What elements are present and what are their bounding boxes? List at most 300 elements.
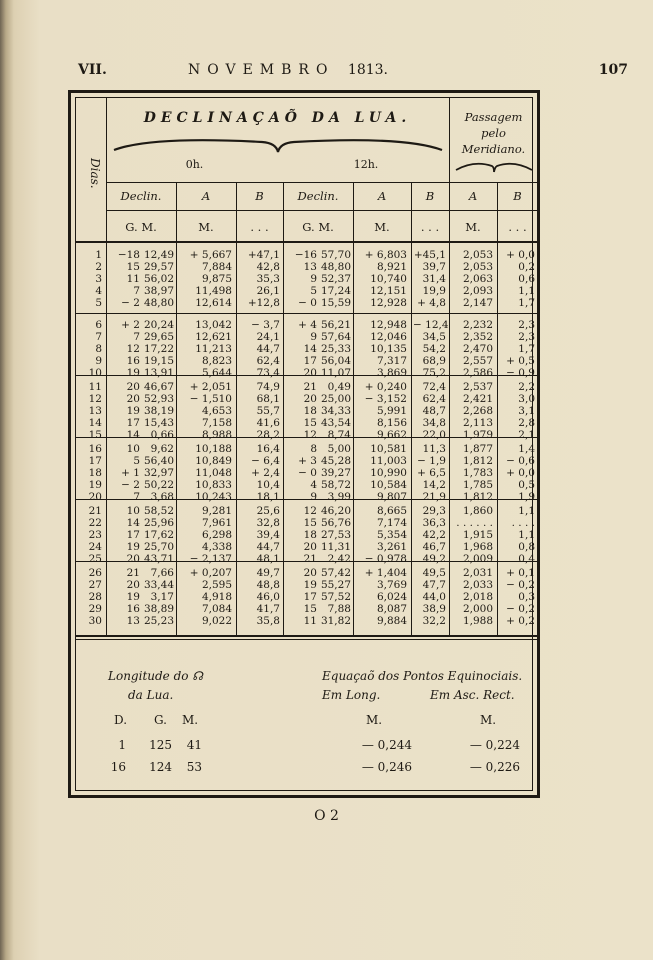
cell-decl12-min: 5,00: [327, 443, 351, 455]
table-row: [76, 467, 538, 479]
unit-gm-0h: G. M.: [125, 220, 157, 234]
cell-apass: 2,557: [462, 355, 493, 367]
divider: [76, 639, 538, 640]
table-row: [76, 355, 538, 367]
cell-bpass: 1,7: [518, 297, 535, 309]
cell-decl12-deg: 14: [303, 343, 317, 355]
cell-b0: 41,6: [256, 417, 280, 429]
cell-a12: − 3,152: [364, 393, 407, 405]
cell-apass: 2,352: [462, 331, 493, 343]
unit-dots-0h: . . .: [250, 220, 269, 234]
cell-b12: 32,2: [422, 615, 446, 627]
cell-a12: 7,174: [376, 517, 407, 529]
table-row: [76, 505, 538, 517]
table-title: DECLINAÇAÕ DA LUA.: [143, 110, 412, 126]
cell-day: 15: [88, 429, 102, 441]
cell-decl12-deg: 12: [303, 429, 317, 441]
cell-apass: 2,268: [462, 405, 493, 417]
cell-decl12-min: 27,53: [320, 529, 351, 541]
lower-g: 125: [149, 738, 172, 752]
cell-apass: 2,470: [462, 343, 493, 355]
table-row: [76, 381, 538, 393]
cell-day: 28: [88, 591, 102, 603]
cell-apass: 2,009: [462, 553, 493, 565]
cell-decl12-deg: 15: [303, 417, 317, 429]
table-row: [76, 541, 538, 553]
col-b-0h: B: [255, 189, 264, 203]
cell-bpass: 3,0: [518, 393, 535, 405]
cell-decl12-deg: 21: [303, 553, 317, 565]
cell-decl12-min: 3,99: [327, 491, 351, 503]
cell-decl0-min: 43,71: [143, 553, 174, 565]
cell-apass: 1,783: [462, 467, 493, 479]
cell-b12: 34,5: [422, 331, 446, 343]
lower-long: — 0,244: [361, 738, 412, 752]
cell-bpass: 0,8: [518, 541, 535, 553]
cell-apass: 1,915: [462, 529, 493, 541]
cell-day: 21: [88, 505, 102, 517]
cell-apass: 2,063: [462, 273, 493, 285]
hour-12-label: 12h.: [353, 158, 379, 171]
cell-decl0-min: 17,62: [143, 529, 174, 541]
col-a-12h: A: [377, 189, 387, 203]
cell-bpass: − 0,2: [506, 603, 535, 615]
cell-b12: 49,5: [422, 567, 446, 579]
cell-decl12-min: 11,07: [320, 367, 351, 379]
unit-m-12h: M.: [374, 220, 390, 234]
cell-decl0-deg: 7: [133, 285, 140, 297]
cell-b0: 18,1: [256, 491, 280, 503]
col-a-0h: A: [201, 189, 211, 203]
cell-b12: 68,9: [422, 355, 446, 367]
cell-decl0-deg: −18: [117, 249, 140, 261]
cell-day: 30: [88, 615, 102, 627]
cell-bpass: − 0,2: [506, 579, 535, 591]
cell-decl12-deg: 18: [303, 529, 317, 541]
cell-decl0-min: 56,40: [143, 455, 174, 467]
cell-day: 24: [88, 541, 102, 553]
cell-bpass: − 0,9: [506, 367, 535, 379]
cell-bpass: 0,3: [518, 591, 535, 603]
cell-b0: 10,4: [256, 479, 280, 491]
cell-decl12-min: 2,42: [327, 553, 351, 565]
running-head: [0, 62, 653, 82]
hour-0-label: 0h.: [185, 158, 204, 171]
cell-b0: 35,8: [256, 615, 280, 627]
cell-bpass: 2,8: [518, 417, 535, 429]
table-row: [76, 591, 538, 603]
cell-decl12-min: 34,33: [320, 405, 351, 417]
cell-a0: 10,243: [195, 491, 232, 503]
cell-decl0-min: 46,67: [143, 381, 174, 393]
cell-decl0-min: 25,23: [143, 615, 174, 627]
cell-bpass: 2,3: [518, 331, 535, 343]
lower-asc: — 0,224: [469, 738, 520, 752]
cell-b12: 46,7: [422, 541, 446, 553]
cell-a0: 12,614: [195, 297, 232, 309]
table-row: [76, 455, 538, 467]
cell-day: 10: [88, 367, 102, 379]
table-row: [76, 297, 538, 309]
cell-b12: 72,4: [422, 381, 446, 393]
cell-a12: 8,156: [376, 417, 407, 429]
cell-a12: + 1,404: [364, 567, 407, 579]
cell-decl12-deg: 20: [303, 567, 317, 579]
table-row: [76, 615, 538, 627]
cell-day: 13: [88, 405, 102, 417]
cell-decl12-deg: 18: [303, 405, 317, 417]
cell-decl12-deg: 5: [310, 285, 317, 297]
divider: [76, 241, 538, 243]
cell-b0: 62,4: [256, 355, 280, 367]
table-row: [76, 567, 538, 579]
cell-a0: 5,644: [201, 367, 232, 379]
cell-decl12-min: 57,70: [320, 249, 351, 261]
cell-decl0-min: 20,24: [143, 319, 174, 331]
cell-apass: 1,785: [462, 479, 493, 491]
cell-b0: 25,6: [256, 505, 280, 517]
cell-decl0-deg: − 2: [121, 297, 140, 309]
table-row: [76, 553, 538, 565]
cell-a0: 10,849: [195, 455, 232, 467]
cell-decl12-deg: 20: [303, 541, 317, 553]
cell-a0: 7,158: [201, 417, 232, 429]
cell-a12: 3,769: [376, 579, 407, 591]
cell-decl0-min: 7,66: [150, 567, 174, 579]
signature-mark: O 2: [314, 808, 339, 824]
table-row: [76, 405, 538, 417]
table-row: [76, 393, 538, 405]
lower-d: 1: [118, 738, 126, 752]
cell-decl12-deg: + 3: [298, 455, 317, 467]
cell-decl0-deg: 17: [126, 529, 140, 541]
cell-decl12-min: 57,42: [320, 567, 351, 579]
cell-day: 8: [95, 343, 102, 355]
cell-a0: 9,875: [201, 273, 232, 285]
cell-apass: 2,093: [462, 285, 493, 297]
brace-ornament: [454, 158, 534, 174]
cell-b12: 14,2: [422, 479, 446, 491]
cell-b0: +47,1: [247, 249, 280, 261]
cell-decl12-min: 17,24: [320, 285, 351, 297]
cell-decl0-min: 38,89: [143, 603, 174, 615]
cell-day: 11: [88, 381, 102, 393]
cell-b12: + 4,8: [417, 297, 446, 309]
cell-decl12-min: 11,31: [320, 541, 351, 553]
month-title: [188, 62, 388, 78]
cell-b0: 73,4: [256, 367, 280, 379]
cell-day: 6: [95, 319, 102, 331]
cell-b12: 42,2: [422, 529, 446, 541]
dias-label: Dias.: [88, 158, 102, 189]
cell-decl12-min: 0,49: [327, 381, 351, 393]
cell-a12: 5,354: [376, 529, 407, 541]
cell-a0: 11,498: [195, 285, 232, 297]
cell-bpass: 1,9: [518, 491, 535, 503]
cell-decl0-deg: 20: [126, 393, 140, 405]
cell-decl0-min: 3,68: [150, 491, 174, 503]
cell-decl12-min: 58,72: [320, 479, 351, 491]
cell-decl12-min: 56,21: [320, 319, 351, 331]
cell-b0: 35,3: [256, 273, 280, 285]
cell-bpass: + 0,0: [506, 467, 535, 479]
cell-decl12-deg: 11: [303, 615, 317, 627]
cell-b12: 22,0: [422, 429, 446, 441]
cell-decl0-min: 25,96: [143, 517, 174, 529]
cell-day: 4: [95, 285, 102, 297]
lower-long: — 0,246: [361, 760, 412, 774]
cell-decl0-min: 13,91: [143, 367, 174, 379]
cell-decl0-min: 17,22: [143, 343, 174, 355]
cell-a0: 9,281: [201, 505, 232, 517]
lower-m: 41: [186, 738, 202, 752]
cell-decl0-min: 12,49: [143, 249, 174, 261]
cell-apass: 1,812: [462, 491, 493, 503]
cell-a0: 8,823: [201, 355, 232, 367]
table-row: [76, 261, 538, 273]
divider: [76, 313, 538, 314]
cell-bpass: + 0,0: [506, 249, 535, 261]
cell-bpass: 2,3: [518, 319, 535, 331]
cell-day: 5: [95, 297, 102, 309]
cell-a0: + 2,051: [189, 381, 232, 393]
table-row: [76, 429, 538, 441]
cell-bpass: + 0,1: [506, 567, 535, 579]
cell-b0: 42,8: [256, 261, 280, 273]
cell-b12: 21,9: [422, 491, 446, 503]
cell-a0: + 5,667: [189, 249, 232, 261]
table-row: [76, 417, 538, 429]
cell-day: 2: [95, 261, 102, 273]
table-row: [76, 479, 538, 491]
cell-b0: 44,7: [256, 343, 280, 355]
cell-decl0-deg: 19: [126, 367, 140, 379]
cell-decl0-min: 29,57: [143, 261, 174, 273]
cell-decl0-deg: 12: [126, 343, 140, 355]
table-row: [76, 343, 538, 355]
cell-decl12-deg: 12: [303, 505, 317, 517]
table-inner-frame: [75, 97, 533, 791]
cell-apass: 2,147: [462, 297, 493, 309]
cell-bpass: 0,5: [518, 479, 535, 491]
cell-a0: 13,042: [195, 319, 232, 331]
header-m: M.: [182, 713, 199, 727]
cell-decl12-min: 57,52: [320, 591, 351, 603]
col-declin-0h: Declin.: [120, 189, 162, 203]
cell-bpass: 1,1: [518, 285, 535, 297]
cell-bpass: 0,6: [518, 273, 535, 285]
cell-b12: 11,3: [422, 443, 446, 455]
cell-a0: 11,048: [195, 467, 232, 479]
header-d: D.: [114, 713, 128, 727]
header-m-asc: M.: [480, 713, 497, 727]
cell-a0: 4,918: [201, 591, 232, 603]
cell-apass: 2,421: [462, 393, 493, 405]
cell-apass: 2,537: [462, 381, 493, 393]
unit-gm-12h: G. M.: [302, 220, 334, 234]
cell-a12: 10,135: [370, 343, 407, 355]
cell-bpass: 1,1: [518, 505, 535, 517]
cell-decl0-deg: 16: [126, 355, 140, 367]
cell-a12: 8,921: [376, 261, 407, 273]
cell-apass: 2,113: [462, 417, 493, 429]
cell-decl0-deg: 10: [126, 505, 140, 517]
col-b-12h: B: [425, 189, 435, 203]
cell-b0: +12,8: [247, 297, 280, 309]
cell-decl12-deg: 4: [310, 479, 317, 491]
cell-a12: 12,948: [370, 319, 407, 331]
cell-b0: 39,4: [256, 529, 280, 541]
cell-decl12-deg: + 4: [298, 319, 317, 331]
cell-decl12-deg: 19: [303, 579, 317, 591]
cell-a12: 7,317: [376, 355, 407, 367]
cell-b0: 24,1: [256, 331, 280, 343]
cell-apass: 2,031: [462, 567, 493, 579]
cell-day: 18: [88, 467, 102, 479]
cell-b12: 31,4: [422, 273, 446, 285]
cell-a12: 9,807: [376, 491, 407, 503]
cell-decl12-deg: 20: [303, 393, 317, 405]
cell-a12: 11,003: [370, 455, 407, 467]
brace-ornament: [112, 132, 444, 154]
passagem-line-2: pelo: [481, 126, 506, 140]
table-row: [76, 603, 538, 615]
cell-a12: + 0,240: [364, 381, 407, 393]
cell-apass: 1,979: [462, 429, 493, 441]
cell-decl12-min: 55,27: [320, 579, 351, 591]
cell-day: 9: [95, 355, 102, 367]
cell-decl0-min: 38,19: [143, 405, 174, 417]
year: 1813.: [347, 62, 388, 78]
cell-a0: 12,621: [195, 331, 232, 343]
cell-day: 7: [95, 331, 102, 343]
cell-a12: 8,087: [376, 603, 407, 615]
cell-decl0-deg: 13: [126, 615, 140, 627]
cell-decl0-min: 33,44: [143, 579, 174, 591]
cell-a12: 3,869: [376, 367, 407, 379]
col-a-pass: A: [468, 189, 478, 203]
cell-day: 26: [88, 567, 102, 579]
cell-b12: + 6,5: [417, 467, 446, 479]
cell-apass: 2,018: [462, 591, 493, 603]
cell-apass: 1,860: [462, 505, 493, 517]
cell-decl0-deg: + 1: [121, 467, 140, 479]
cell-day: 17: [88, 455, 102, 467]
cell-a0: 8,988: [201, 429, 232, 441]
cell-apass: 1,877: [462, 443, 493, 455]
table-row: [76, 443, 538, 455]
unit-dots-12h: . . .: [420, 220, 440, 234]
cell-decl0-deg: 20: [126, 381, 140, 393]
cell-a0: − 1,510: [189, 393, 232, 405]
cell-decl12-min: 56,76: [320, 517, 351, 529]
cell-b0: 48,8: [256, 579, 280, 591]
cell-decl0-min: 25,70: [143, 541, 174, 553]
cell-a12: 12,046: [370, 331, 407, 343]
unit-m-pass: M.: [465, 220, 481, 234]
col-declin-12h: Declin.: [297, 189, 339, 203]
cell-b0: 55,7: [256, 405, 280, 417]
cell-a12: 10,581: [370, 443, 407, 455]
cell-apass: 2,000: [462, 603, 493, 615]
cell-bpass: + 0,5: [506, 355, 535, 367]
cell-day: 23: [88, 529, 102, 541]
cell-day: 29: [88, 603, 102, 615]
cell-day: 27: [88, 579, 102, 591]
cell-decl12-deg: 17: [303, 355, 317, 367]
cell-a12: + 6,803: [364, 249, 407, 261]
cell-b0: 16,4: [256, 443, 280, 455]
cell-bpass: 1,4: [518, 443, 535, 455]
cell-decl0-min: 3,17: [150, 591, 174, 603]
cell-decl0-min: 50,22: [143, 479, 174, 491]
cell-decl0-min: 38,97: [143, 285, 174, 297]
cell-day: 19: [88, 479, 102, 491]
cell-apass: 1,812: [462, 455, 493, 467]
cell-b12: 54,2: [422, 343, 446, 355]
cell-decl12-min: 48,80: [320, 261, 351, 273]
cell-b12: 39,7: [422, 261, 446, 273]
cell-b12: − 1,9: [417, 455, 446, 467]
cell-b0: 49,7: [256, 567, 280, 579]
cell-bpass: 2,2: [518, 381, 535, 393]
divider: [106, 182, 538, 183]
cell-decl0-min: 29,65: [143, 331, 174, 343]
cell-bpass: . . . .: [511, 517, 535, 529]
cell-b12: 44,0: [422, 591, 446, 603]
cell-a12: 3,261: [376, 541, 407, 553]
cell-b0: 74,9: [256, 381, 280, 393]
table-outer-frame: [68, 90, 540, 798]
month-name: NOVEMBRO: [188, 62, 335, 78]
cell-a0: 2,595: [201, 579, 232, 591]
cell-apass: 1,968: [462, 541, 493, 553]
cell-a12: 9,662: [376, 429, 407, 441]
cell-apass: 2,232: [462, 319, 493, 331]
cell-a0: 10,188: [195, 443, 232, 455]
col-b-pass: B: [513, 189, 522, 203]
cell-decl0-deg: 14: [126, 429, 140, 441]
cell-a0: + 0,207: [189, 567, 232, 579]
passagem-line-3: Meridiano.: [461, 142, 526, 156]
cell-decl0-deg: 7: [133, 491, 140, 503]
cell-bpass: 0,2: [518, 261, 535, 273]
cell-a0: 7,961: [201, 517, 232, 529]
cell-decl12-min: 39,27: [320, 467, 351, 479]
cell-decl0-min: 56,02: [143, 273, 174, 285]
cell-a12: 12,151: [370, 285, 407, 297]
cell-decl12-deg: 15: [303, 517, 317, 529]
cell-bpass: 3,1: [518, 405, 535, 417]
lower-g: 124: [149, 760, 172, 774]
cell-decl12-deg: − 0: [298, 467, 317, 479]
cell-a0: 7,084: [201, 603, 232, 615]
cell-decl12-min: 46,20: [320, 505, 351, 517]
cell-apass: 2,586: [462, 367, 493, 379]
page-number: 107: [598, 62, 628, 78]
cell-decl0-deg: 21: [126, 567, 140, 579]
table-row: [76, 517, 538, 529]
cell-a0: 7,884: [201, 261, 232, 273]
cell-b0: − 3,7: [251, 319, 280, 331]
cell-decl12-min: 43,54: [320, 417, 351, 429]
cell-b0: 48,1: [256, 553, 280, 565]
cell-apass: 1,988: [462, 615, 493, 627]
cell-b0: − 6,4: [251, 455, 280, 467]
cell-decl0-deg: 16: [126, 603, 140, 615]
cell-decl12-deg: 9: [310, 273, 317, 285]
cell-b12: − 12,4: [413, 319, 449, 331]
